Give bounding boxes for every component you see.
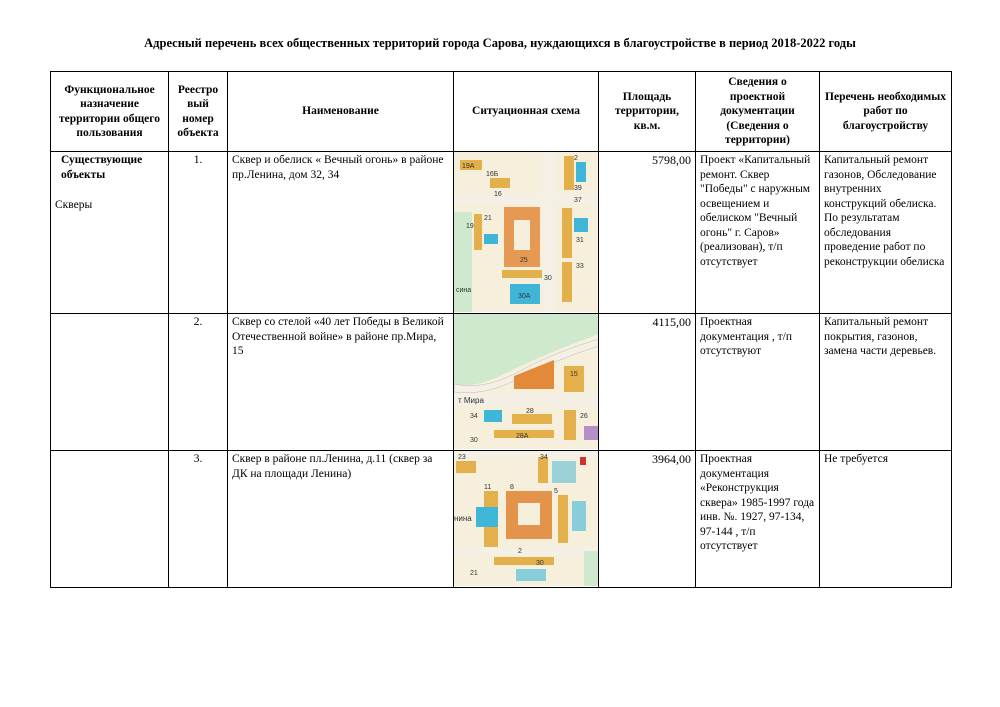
row-works: Капитальный ремонт газонов, Обследование внутренних конструкций обелиска. По результатам обследования проведение работ по реконструкции обелиска: [820, 152, 952, 314]
row-docs: Проект «Капитальный ремонт. Сквер "Победы" с наружным освещением и обелиском "Вечный огонь" г. Саров» (реализован), т/п отсутствует: [696, 152, 820, 314]
row-number: 2.: [169, 314, 228, 451]
map-label: 30: [470, 437, 478, 444]
map-label: 2: [518, 548, 522, 555]
group-sublabel: Скверы: [55, 199, 93, 211]
map-label: 5: [554, 488, 558, 495]
group-cell: [51, 152, 169, 314]
empty-cell: [51, 314, 169, 451]
table-row: [51, 152, 952, 314]
map-cell: [454, 152, 599, 314]
row-area: 5798,00: [599, 152, 696, 314]
map-label: нина: [454, 514, 472, 523]
header-area: Площадь территории, кв.м.: [599, 72, 696, 152]
map-label: 8: [510, 484, 514, 491]
map-label: 19А: [462, 163, 475, 170]
header-name: Наименование: [228, 72, 454, 152]
map-label: 34: [540, 454, 548, 461]
map-label: 11: [484, 484, 492, 491]
header-works: Перечень необходимых работ по благоустройству: [820, 72, 952, 152]
map-label: 30А: [518, 293, 531, 300]
map-label: т Мира: [458, 396, 484, 405]
map-label: 26: [580, 413, 588, 420]
map-label: 16: [494, 191, 502, 198]
map-label: 37: [574, 197, 582, 204]
map-label: 15: [570, 371, 578, 378]
table-row: [51, 451, 952, 588]
header-docs: Сведения о проектной документации (Сведения о территории): [696, 72, 820, 152]
situation-map-1: [454, 152, 599, 312]
map-label: 30: [536, 560, 544, 567]
row-area: 4115,00: [599, 314, 696, 451]
table-row: [51, 314, 952, 451]
row-works: Не требуется: [820, 451, 952, 588]
row-area: 3964,00: [599, 451, 696, 588]
situation-map-2: [454, 314, 599, 449]
header-row: [51, 72, 952, 152]
document-title: Адресный перечень всех общественных территорий города Сарова, нуждающихся в благоустройстве в период 2018-2022 годы: [144, 36, 856, 50]
header-functional: Функциональное назначение территории общего пользования: [51, 72, 169, 152]
situation-map-3: [454, 451, 599, 586]
map-label: 28А: [516, 433, 529, 440]
map-cell: [454, 451, 599, 588]
map-label: 19: [466, 223, 474, 230]
map-label: 21: [470, 570, 478, 577]
map-label: 23: [458, 454, 466, 461]
row-works: Капитальный ремонт покрытия, газонов, замена части деревьев.: [820, 314, 952, 451]
row-number: 1.: [169, 152, 228, 314]
map-label: 21: [484, 215, 492, 222]
territories-table: [50, 71, 952, 588]
row-name: Сквер в районе пл.Ленина, д.11 (сквер за ДК на площади Ленина): [228, 451, 454, 588]
map-label: 30: [544, 275, 552, 282]
header-reg-num: Реестро вый номер объекта: [169, 72, 228, 152]
map-label: 33: [576, 263, 584, 270]
map-label: сина: [456, 287, 472, 294]
map-cell: [454, 314, 599, 451]
row-number: 3.: [169, 451, 228, 588]
map-label: 16Б: [486, 171, 499, 178]
map-label: 34: [470, 413, 478, 420]
row-name: Сквер со стелой «40 лет Победы в Великой Отечественной войне» в районе пр.Мира, 15: [228, 314, 454, 451]
empty-cell: [51, 451, 169, 588]
group-label: Существующие объекты: [61, 154, 143, 181]
map-label: 25: [520, 257, 528, 264]
map-label: 31: [576, 237, 584, 244]
map-label: 39: [574, 185, 582, 192]
header-scheme: Ситуационная схема: [454, 72, 599, 152]
row-docs: Проектная документация , т/п отсутствуют: [696, 314, 820, 451]
row-name: Сквер и обелиск « Вечный огонь» в районе пр.Ленина, дом 32, 34: [228, 152, 454, 314]
row-docs: Проектная документация «Реконструкция сквера» 1985-1997 года инв. №. 1927, 97-134, 97-144 , т/п отсутствует: [696, 451, 820, 588]
map-label: 28: [526, 408, 534, 415]
map-label: 2: [574, 155, 578, 162]
